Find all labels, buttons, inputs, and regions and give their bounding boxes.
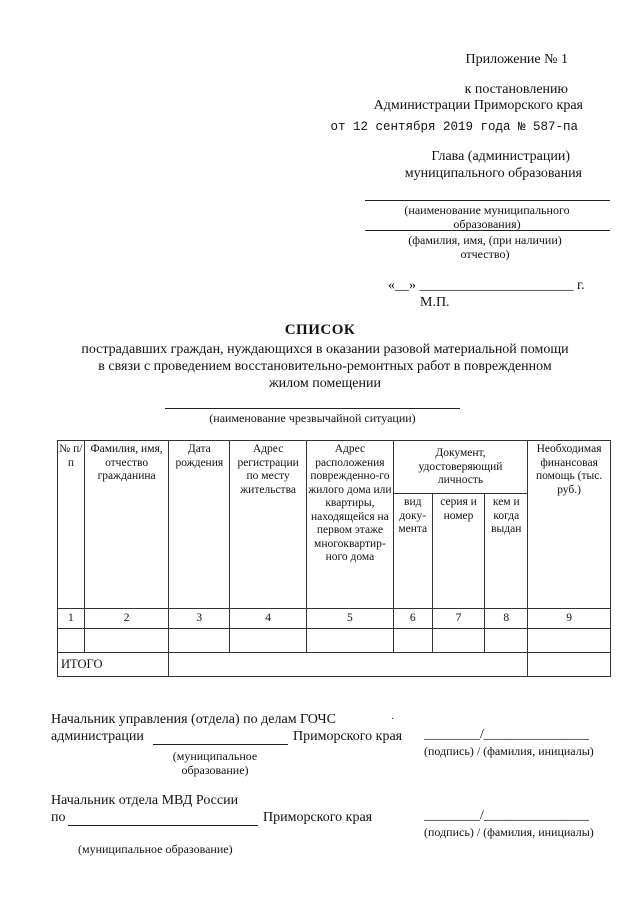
table-cell [485,629,528,653]
head-line-2: муниципального образования [404,166,582,181]
name-caption: (фамилия, имя, (при наличии) отчество) [408,233,562,261]
table-cell [169,629,230,653]
resolution-date: от 12 сентября 2019 года № 587-па [330,120,578,134]
column-number: 7 [432,609,485,629]
gochs-signature-line: ________/_______________ [424,727,589,742]
column-number: 6 [393,609,432,629]
emergency-line [165,408,460,409]
list-subtitle: пострадавших граждан, нуждающихся в оказании разовой материальной помощи в связи с проведением восстановительно-ремонтных работ в поврежденном жилом помещении [81,342,569,391]
administration-name: Администрации Приморского края [373,98,583,113]
col-aid-header: Необходимая финансовая помощь (тыс. руб.) [528,441,611,609]
table-cell [528,629,611,653]
col-damaged-address-header: Адрес расположения поврежденно-го жилого дома или квартиры, находящейся на первом этаже многоквартир-ного дома [307,441,394,609]
name-line [365,230,610,231]
column-number: 3 [169,609,230,629]
municipality-caption: (наименование муниципального образования) [404,203,570,231]
table-cell [393,629,432,653]
table-header-row [58,441,611,494]
column-number: 5 [307,609,394,629]
gochs-title-line1: Начальник управления (отдела) по делам ГОЧС [51,712,336,727]
col-reg-address-header: Адрес регистрации по месту жительства [230,441,307,609]
list-title: СПИСОК [284,322,356,338]
gochs-title-line2-suffix: Приморского края [293,729,403,744]
total-row [58,653,611,677]
head-line-1: Глава (администрации) [431,149,570,164]
mvd-title-line1: Начальник отдела МВД России [51,793,239,808]
mvd-municipal-caption: (муниципальное образование) [78,842,233,856]
gochs-municipal-caption: (муниципальное образование) [172,749,258,777]
mvd-title-line2-suffix: Приморского края [263,810,373,825]
table-row [58,629,611,653]
appendix-number: Приложение № 1 [465,52,568,67]
to-resolution: к постановлению [464,82,568,97]
gochs-title-line2-prefix: администрации [51,729,144,744]
table-cell [230,629,307,653]
column-number: 8 [485,609,528,629]
mvd-signature-line: ________/_______________ [424,808,589,823]
gochs-signature-caption: (подпись) / (фамилия, инициалы) [424,744,594,758]
col-fio-header: Фамилия, имя, отчество гражданина [84,441,169,609]
stamp-label: М.П. [420,295,450,310]
gochs-municipality-line [153,744,288,745]
table-cell [307,629,394,653]
col-dob-header: Дата рождения [169,441,230,609]
mvd-signature-caption: (подпись) / (фамилия, инициалы) [424,825,594,839]
table-cell [84,629,169,653]
col-doc-type-header: вид доку-мента [393,494,432,609]
column-number: 2 [84,609,169,629]
table-cell [432,629,485,653]
mvd-municipality-line [68,825,258,826]
total-aid-cell [528,653,611,677]
date-line: «__» ______________________ г. [388,278,585,293]
column-number: 4 [230,609,307,629]
column-numbers-row [58,609,611,629]
mvd-title-line2-prefix: по [51,810,66,825]
emergency-caption: (наименование чрезвычайной ситуации) [209,411,416,425]
municipality-line [365,200,610,201]
col-num-header: № п/п [58,441,85,609]
col-document-header: Документ, удостоверяющий личность [393,441,527,494]
dot-mark: · [391,714,395,725]
col-doc-issued-header: кем и когда выдан [485,494,528,609]
column-number: 9 [528,609,611,629]
column-number: 1 [58,609,85,629]
victims-table [57,440,611,677]
table-cell [58,629,85,653]
col-doc-series-header: серия и номер [432,494,485,609]
total-empty-cell [169,653,528,677]
total-label: ИТОГО [58,653,169,677]
